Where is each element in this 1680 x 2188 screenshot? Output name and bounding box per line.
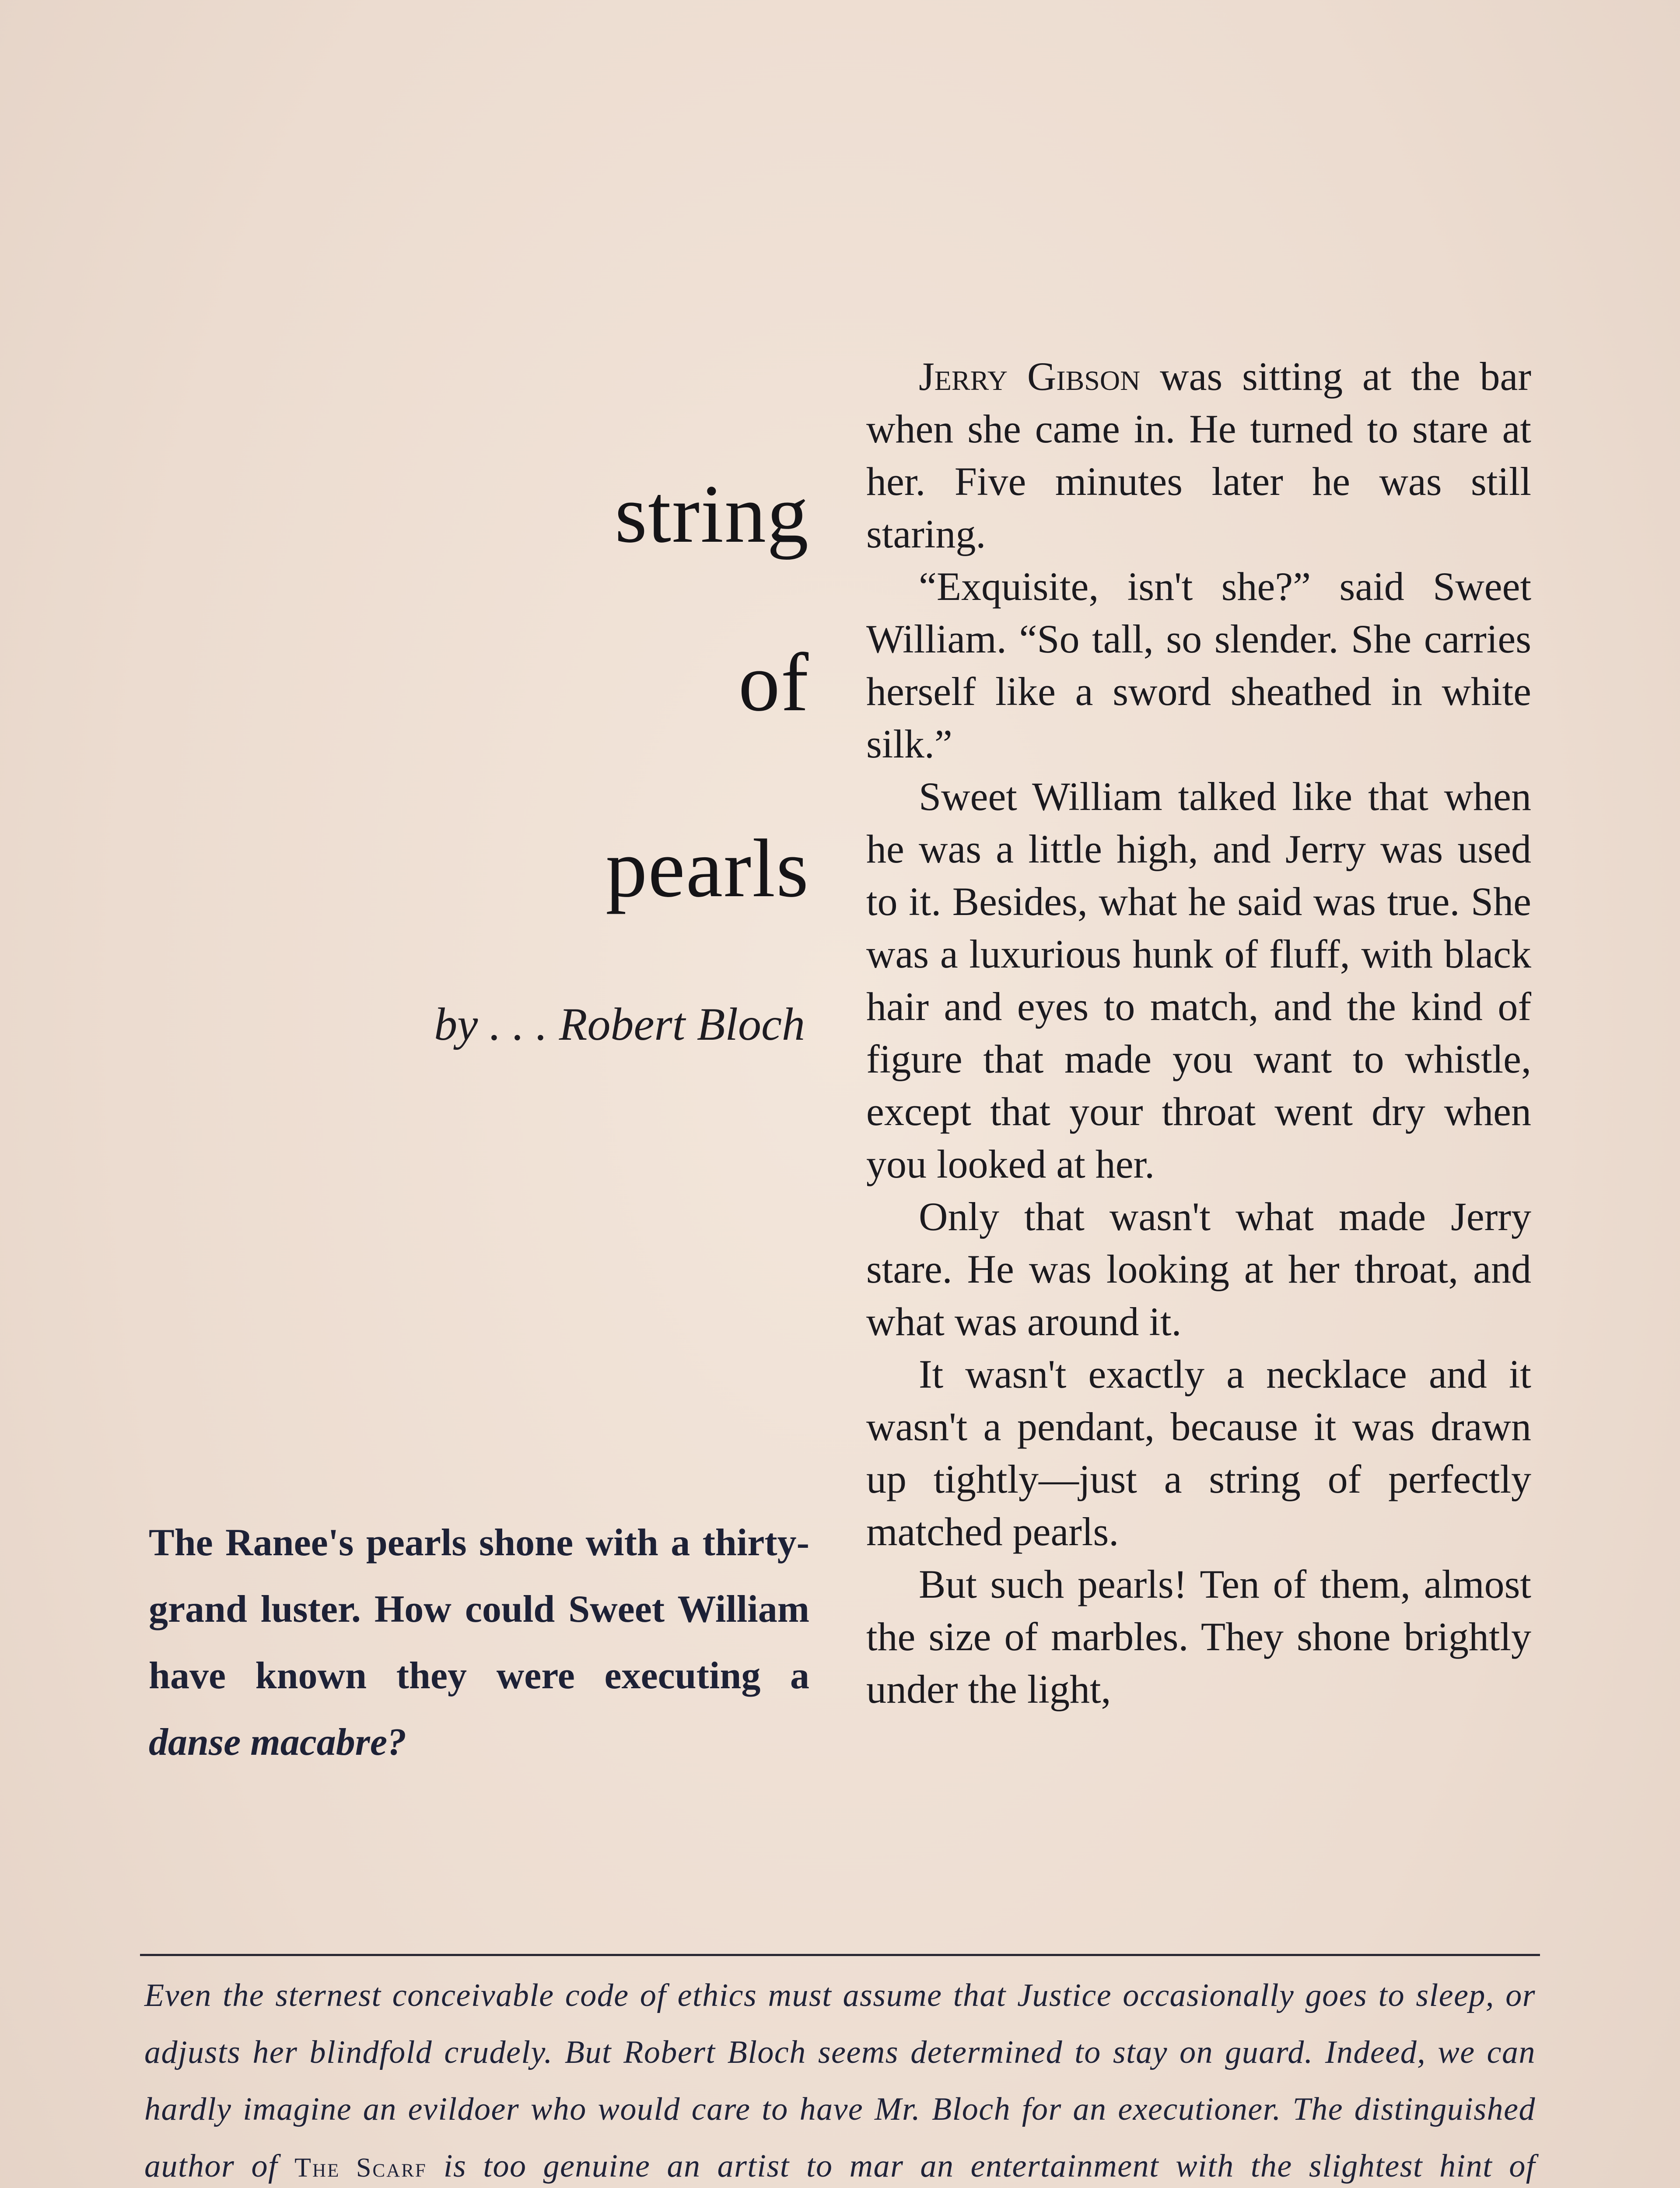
title-line-1: string (615, 468, 809, 560)
paragraph-text: was sitting at the bar when she came in. He turned to stare at her. Five minutes later he was still staring. (866, 354, 1531, 556)
teaser-text: The Ranee's pearls shone with a thirty-grand luster. How could Sweet William have known they were executing a (149, 1522, 809, 1697)
story-paragraph: It wasn't exactly a necklace and it wasn't a pendant, because it was drawn up tightly—just a string of perfectly matched pearls. (866, 1352, 1531, 1554)
title-line-3: pearls (606, 823, 809, 915)
opening-name: Jerry Gibson (919, 354, 1141, 399)
author-byline: by . . . Robert Bloch (434, 999, 805, 1050)
editorial-note (144, 1967, 1536, 2188)
story-teaser (149, 1510, 809, 1776)
editorial-book-title: The Scarf (294, 2153, 427, 2183)
story-body (866, 350, 1531, 1715)
story-paragraph: “Exquisite, isn't she?” said Sweet William. “So tall, so slender. She carries herself like a sword sheathed in white silk.” (866, 564, 1531, 766)
editorial-text-continued: is too genuine an artist to mar an entertainment with the slightest hint of (443, 2148, 1536, 2184)
story-paragraph: Only that wasn't what made Jerry stare. He was looking at her throat, and what was around it. (866, 1194, 1531, 1344)
divider-top (140, 1954, 1540, 1956)
story-paragraph (866, 350, 1531, 560)
story-paragraph: But such pearls! Ten of them, almost the size of marbles. They shone brightly under the light, (866, 1562, 1531, 1711)
teaser-emphasis: danse macabre? (149, 1721, 407, 1764)
title-line-2: of (738, 637, 809, 729)
story-paragraph: Sweet William talked like that when he was a little high, and Jerry was used to it. Besides, what he said was true. She was a luxurious hunk of fluff, with black hair and eyes to match, and the kind of figure that made you want to whistle, except that your throat went dry when you looked at her. (866, 774, 1531, 1186)
editorial-text: Even the sternest conceivable code of ethics must assume that Justice occasionally goes to sleep, or adjusts her blindfold crudely. But Robert Bloch seems determined to stay on guard. Indeed, we can hardly imagine an evildoer who would care to have Mr. Bloch for an executioner. The distinguished author of (144, 1978, 1536, 2184)
